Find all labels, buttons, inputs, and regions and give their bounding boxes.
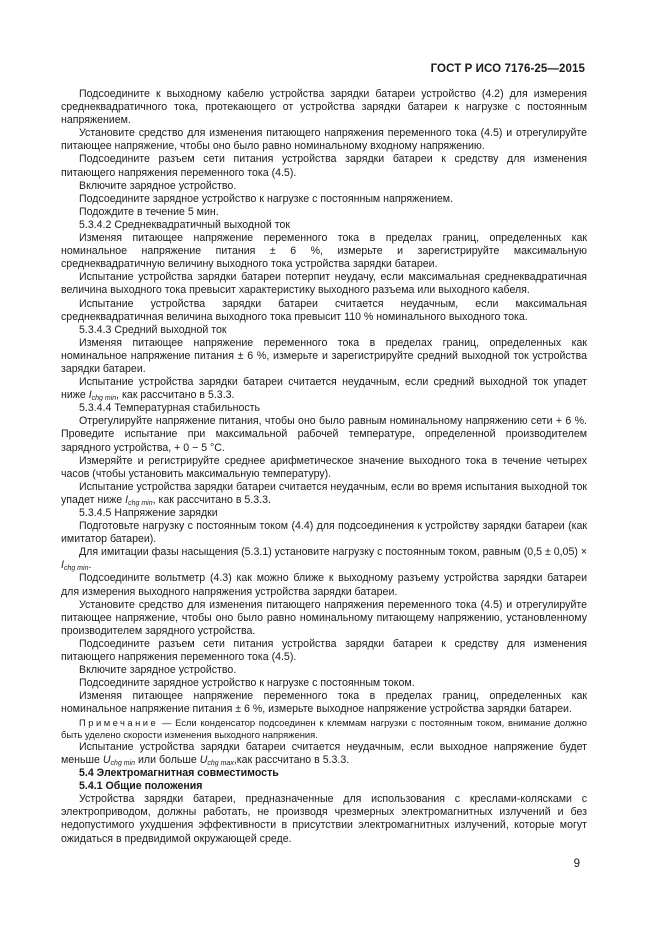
- paragraph: Измеряйте и регистрируйте среднее арифметическое значение выходного тока в течение четырех часов (чтобы установить максимальную температуру).: [61, 454, 587, 480]
- math-symbol: U: [199, 754, 208, 766]
- math-symbol: I: [88, 389, 92, 402]
- paragraph: Установите средство для изменения питающего напряжения переменного тока (4.5) и отрегулируйте питающее напряжение, чтобы оно было равно номинальному входному напряжению.: [61, 127, 587, 153]
- text-run: , как рассчитано в 5.3.3.: [152, 493, 271, 506]
- text-run: ,как рассчитано в 5.3.3.: [233, 754, 350, 766]
- paragraph: Изменяя питающее напряжение переменного тока в пределах границ, определенных как номинальное напряжение питания ± 6 %, измерьте и зарегистрируйте максимальную среднеквадратичную величину выходного тока устройства зарядки батареи.: [61, 232, 587, 271]
- paragraph: Отрегулируйте напряжение питания, чтобы оно было равным номинальному напряжению сети + 6 %. Проведите испытание при максимальной рабочей температуре, определенной производителем зарядного устройства, + 0 − 5 °С.: [61, 415, 587, 454]
- math-symbol: I: [61, 559, 64, 572]
- paragraph: Подсоедините разъем сети питания устройства зарядки батареи к средству для изменения питающего напряжения переменного тока (4.5).: [61, 637, 587, 664]
- text-run: Испытание устройства зарядки батареи считается неудачным, если выходное напряжение будет меньше: [61, 740, 587, 766]
- math-subscript: chg min: [63, 565, 89, 573]
- paragraph: [61, 376, 587, 402]
- math-symbol: I: [125, 493, 129, 506]
- paragraph: Испытание устройства зарядки батареи потерпит неудачу, если максимальная среднеквадратичная величина выходного тока превысит характеристику выходного разъема или выходного кабеля.: [61, 271, 587, 297]
- paragraph: Изменяя питающее напряжение переменного тока в пределах границ, определенных как номинальное напряжение питания ± 6 %, измерьте выходное напряжение устройства зарядки батареи.: [61, 690, 587, 716]
- paragraph: [61, 741, 587, 767]
- math-subscript: chg min: [110, 760, 136, 767]
- paragraph: Подсоедините к выходному кабелю устройства зарядки батареи устройство (4.2) для измерения среднеквадратичного тока, протекающего от устройства зарядки батареи к нагрузке с постоянным напряжением.: [61, 88, 587, 127]
- paragraph: [61, 546, 587, 572]
- subsection-heading: 5.3.4.2 Среднеквадратичный выходной ток: [79, 218, 290, 231]
- paragraph: Устройства зарядки батареи, предназначенные для использования с креслами-колясками с электроприводом, должны работать, не производя чрезмерных электромагнитных излучений и без недопустимого ухудшения эффективности в присутствии электромагнитных излучений, которые могут ожидаться в предвидимой окружающей среде.: [61, 793, 587, 845]
- paragraph: Подсоедините зарядное устройство к нагрузке с постоянным напряжением.: [79, 192, 454, 205]
- text-run: , как рассчитано в 5.3.3.: [116, 389, 235, 402]
- paragraph: Включите зарядное устройство.: [79, 664, 237, 677]
- paragraph: Включите зарядное устройство.: [79, 179, 237, 192]
- text-run: Для имитации фазы насыщения (5.3.1) установите нагрузку с постоянным током, равным (0,5 ± 0,05) ×: [79, 546, 588, 559]
- subsection-heading: 5.3.4.5 Напряжение зарядки: [79, 507, 218, 519]
- paragraph: Подождите в течение 5 мин.: [79, 205, 219, 218]
- paragraph: Подсоедините зарядное устройство к нагрузке с постоянным током.: [79, 677, 415, 690]
- page-body: [61, 88, 587, 846]
- section-heading: 5.4 Электромагнитная совместимость: [79, 767, 279, 780]
- math-subscript: chg max: [207, 760, 234, 767]
- text-run: Испытание устройства зарядки батареи считается неудачным, если во время испытания выходной ток упадет ниже: [61, 480, 587, 506]
- text-run: .: [88, 559, 92, 572]
- note-label: Примечание: [79, 716, 159, 728]
- paragraph: Установите средство для изменения питающего напряжения переменного тока (4.5) и отрегулируйте питающее напряжение, чтобы оно было равно номинальному питающему напряжению, установленному производителем зарядного устройства.: [61, 598, 587, 637]
- paragraph: Подсоедините вольтметр (4.3) как можно ближе к выходному разъему устройства зарядки батареи для измерения выходного напряжения устройства зарядки батареи.: [61, 572, 587, 598]
- paragraph: Испытание устройства зарядки батареи считается неудачным, если максимальная среднеквадратичная величина выходного тока превысит 110 % номинального выходного тока.: [61, 297, 587, 323]
- subsection-heading: 5.4.1 Общие положения: [79, 780, 203, 793]
- text-run: Испытание устройства зарядки батареи считается неудачным, если средний выходной ток упадет ниже: [61, 376, 587, 402]
- paragraph: Подготовьте нагрузку с постоянным током (4.4) для подсоединения к устройству зарядки батареи (как имитатор батареи).: [61, 520, 587, 546]
- note: [61, 717, 587, 741]
- paragraph: Изменяя питающее напряжение переменного тока в пределах границ, определенных как номинальное напряжение питания ± 6 %, измерьте и зарегистрируйте средний выходной ток устройства зарядки батареи.: [61, 336, 587, 375]
- paragraph: [61, 481, 587, 507]
- math-symbol: U: [102, 754, 111, 766]
- subsection-heading: 5.3.4.3 Средний выходной ток: [79, 323, 227, 336]
- subsection-heading: 5.3.4.4 Температурная стабильность: [79, 402, 261, 415]
- math-subscript: chg min: [128, 499, 153, 507]
- page-number: 9: [573, 858, 580, 870]
- standard-header: ГОСТ Р ИСО 7176-25—2015: [430, 63, 585, 75]
- text-run: или больше: [135, 754, 200, 766]
- note-text: — Если конденсатор подсоединен к клеммам нагрузки с постоянным током, внимание должно быть уделено скорости изменения выходного напряжения.: [61, 716, 587, 740]
- math-subscript: chg min: [91, 395, 117, 403]
- paragraph: Подсоедините разъем сети питания устройства зарядки батареи к средству для изменения питающего напряжения переменного тока (4.5).: [61, 153, 587, 179]
